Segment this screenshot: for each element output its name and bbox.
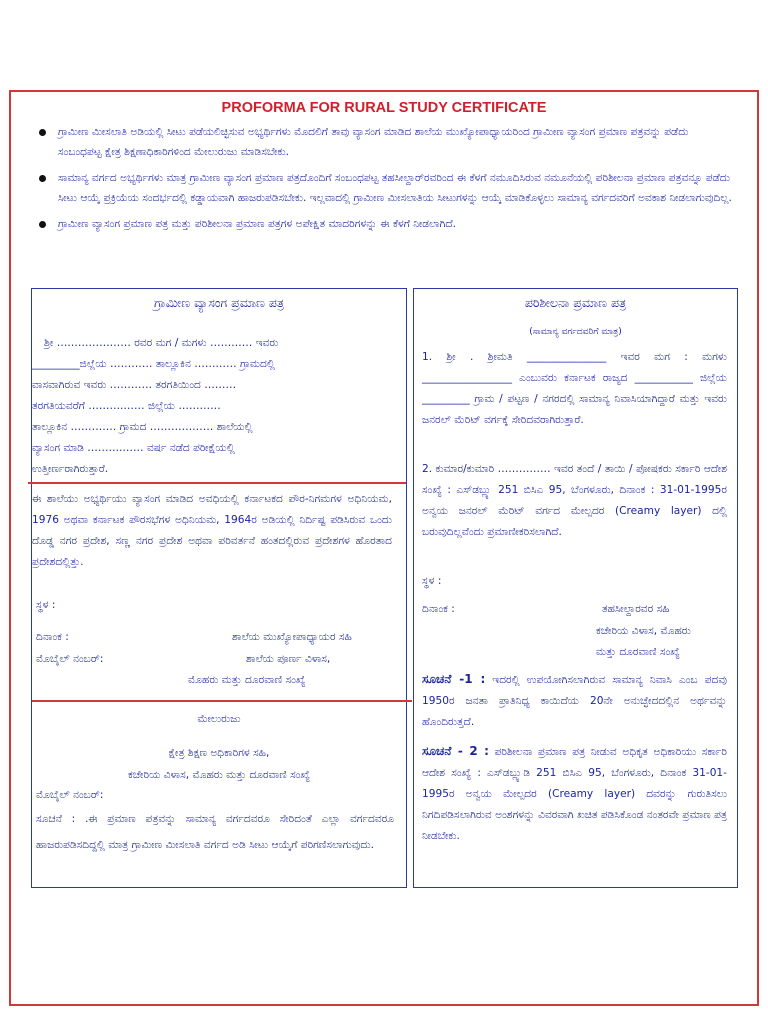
certificate-line: ತಾಲ್ಲೂಕಿನ …………. ಗ್ರಾಮದ ……………… ಶಾಲೆಯಲ್ಲಿ	[32, 421, 253, 433]
tahsildar-signature-label: ತಹಸೀಲ್ದಾರವರ ಸಹಿ	[602, 603, 670, 615]
date-label: ದಿನಾಂಕ :	[36, 631, 69, 643]
certificate-line: ವಾಸವಾಗಿರುವ ಇವರು ………… ತರಗತಿಯಿಂದ ………	[32, 379, 237, 391]
verification-note-1	[422, 669, 727, 733]
date-label: ದಿನಾಂಕ :	[422, 603, 455, 615]
left-note: ಸೂಚನೆ : .ಈ ಪ್ರಮಾಣ ಪತ್ರವನ್ನು ಸಾಮಾನ್ಯ ವರ್ಗದವರೂ ಸೇರಿದಂತೆ ಎಲ್ಲಾ ವರ್ಗದವರೂ ಹಾಜರುಪಡಿಸದಿದ್ದಲ್ಲಿ ಮಾತ್ರ ಗ್ರಾಮೀಣ ಮೀಸಲಾತಿ ವರ್ಗದ ಅಡಿ ಸೀಟು ಆಯ್ಕೆಗೆ ಪರಿಗಣಿಸಲಾಗುವುದು.	[36, 813, 394, 851]
verification-heading: ಪರಿಶೀಲನಾ ಪ್ರಮಾಣ ಪತ್ರ	[524, 295, 627, 310]
countersign-heading: ಮೇಲುರುಜು	[197, 713, 241, 725]
place-label: ಸ್ಥಳ :	[422, 575, 442, 587]
beo-office-label: ಕಚೇರಿಯ ವಿಳಾಸ, ಮೊಹರು ಮತ್ತು ದೂರವಾಣಿ ಸಂಖ್ಯೆ	[128, 769, 310, 781]
verification-para-1: 1. ಶ್ರೀ . ಶ್ರೀಮತಿ _______________ ಇವರ ಮಗ : ಮಗಳು _________________ ಎಂಬುವರು ಕರ್ನಾಟಕ ರಾಜ್ಯದ ___________ ಜಿಲ್ಲೆಯ _________ ಗ್ರಾಮ / ಪಟ್ಟಣ / ನಗರದಲ್ಲಿ ಸಾಮಾನ್ಯ ನಿವಾಸಿಯಾಗಿದ್ದಾರೆ ಮತ್ತು ಇವರು ಜನರಲ್ ಮೆರಿಟ್ ವರ್ಗಕ್ಕೆ ಸೇರಿದವರಾಗಿರುತ್ತಾರೆ.	[422, 351, 727, 426]
certificate-line: ಉತ್ತೀರ್ಣರಾಗಿರುತ್ತಾರೆ.	[32, 463, 109, 475]
verification-subheading: (ಸಾಮಾನ್ಯ ವರ್ಗದವರಿಗೆ ಮಾತ್ರ)	[529, 327, 622, 337]
verification-certificate-box	[413, 288, 738, 888]
rural-certificate-heading: ಗ್ರಾಮೀಣ ವ್ಯಾಸಂಗ ಪ್ರಮಾಣ ಪತ್ರ	[153, 295, 285, 310]
rural-study-certificate-box	[31, 288, 407, 888]
headmaster-signature-label: ಶಾಲೆಯ ಮುಖ್ಯೋಪಾಧ್ಯಾಯರ ಸಹಿ	[232, 631, 352, 643]
certificate-line: ಶ್ರೀ ………………… ರವರ ಮಗ / ಮಗಳು ………… ಇವರು	[44, 337, 279, 349]
seal-phone-label: ಮೊಹರು ಮತ್ತು ದೂರವಾಣಿ ಸಂಖ್ಯೆ	[188, 674, 306, 686]
instruction-item: ಗ್ರಾಮೀಣ ಮೀಸಲಾತಿ ಅಡಿಯಲ್ಲಿ ಸೀಟು ಪಡೆಯಲಿಚ್ಛಿಸುವ ಅಭ್ಯರ್ಥಿಗಳು ಮೊದಲಿಗೆ ತಾವು ವ್ಯಾಸಂಗ ಮಾಡಿದ ಶಾಲೆಯ ಮುಖ್ಯೋಪಾಧ್ಯಾಯರಿಂದ ಗ್ರಾಮೀಣ ವ್ಯಾಸಂಗ ಪ್ರಮಾಣ ಪತ್ರವನ್ನು ಪಡೆದು ಸಂಬಂಧಪಟ್ಟ ಕ್ಷೇತ್ರ ಶಿಕ್ಷಣಾಧಿಕಾರಿಗಳಿಂದ ಮೇಲುರುಜು ಮಾಡಿಸಬೇಕು.	[30, 122, 735, 162]
page-title: PROFORMA FOR RURAL STUDY CERTIFICATE	[221, 100, 547, 116]
note-2-label: ಸೂಚನೆ - 2 :	[422, 744, 489, 758]
school-declaration: ಈ ಶಾಲೆಯು ಅಭ್ಯರ್ಥಿಯು ವ್ಯಾಸಂಗ ಮಾಡಿದ ಅವಧಿಯಲ್ಲಿ ಕರ್ನಾಟಕದ ಪೌರ-ನಿಗಮಗಳ ಅಧಿನಿಯಮ, 1976 ಅಥವಾ ಕರ್ನಾಟಕ ಪೌರಸಭೆಗಳ ಅಧಿನಿಯಮ, 1964ರ ಅಡಿಯಲ್ಲಿ ನಿರ್ದಿಷ್ಟ ಪಡಿಸಿರುವ ಒಂದು ದೊಡ್ಡ ನಗರ ಪ್ರದೇಶ, ಸಣ್ಣ ನಗರ ಪ್ರದೇಶ ಅಥವಾ ಪರಿವರ್ತನೆ ಹಂತದಲ್ಲಿರುವ ಪ್ರದೇಶಗಳ ಹೊರತಾದ ಪ್ರದೇಶದಲ್ಲಿತ್ತು.	[32, 493, 392, 568]
phone-label: ಮತ್ತು ದೂರವಾಣಿ ಸಂಖ್ಯೆ	[596, 646, 680, 658]
verification-note-2	[422, 741, 727, 847]
beo-mobile-label: ಮೊಬೈಲ್ ನಂಬರ್:	[36, 789, 104, 801]
instruction-item: ಸಾಮಾನ್ಯ ವರ್ಗದ ಅಭ್ಯರ್ಥಿಗಳು ಮಾತ್ರ ಗ್ರಾಮೀಣ ವ್ಯಾಸಂಗ ಪ್ರಮಾಣ ಪತ್ರದೊಂದಿಗೆ ಸಂಬಂಧಪಟ್ಟ ತಹಸೀಲ್ದಾರ್‌ರವರಿಂದ ಈ ಕೆಳಗೆ ನಮೂದಿಸಿರುವ ನಮೂನೆಯಲ್ಲಿ ಪರಿಶೀಲನಾ ಪ್ರಮಾಣ ಪತ್ರವನ್ನೂ ಪಡೆದು ಸೀಟು ಆಯ್ಕೆ ಪ್ರಕ್ರಿಯೆಯ ಸಂದರ್ಭದಲ್ಲಿ ಕಡ್ಡಾಯವಾಗಿ ಹಾಜರುಪಡಿಸಬೇಕು. ಇಲ್ಲವಾದಲ್ಲಿ ಗ್ರಾಮೀಣ ಮೀಸಲಾತಿಯ ಸೀಟುಗಳನ್ನು ಆಯ್ಕೆ ಮಾಡಿಕೊಳ್ಳಲು ಸಾಮಾನ್ಯ ವರ್ಗದವರಿಗೆ ಅವಕಾಶ ನೀಡಲಾಗುವುದಿಲ್ಲ.	[30, 168, 735, 208]
certificate-line: _________ಜಿಲ್ಲೆಯ ………… ತಾಲ್ಲೂಕಿನ ………… ಗ್ರಾಮದಲ್ಲಿ	[32, 358, 275, 370]
note-1-label: ಸೂಚನೆ -1 :	[422, 672, 486, 686]
place-label: ಸ್ಥಳ :	[36, 599, 56, 611]
note-2-text: ಪರಿಶೀಲನಾ ಪ್ರಮಾಣ ಪತ್ರ ನೀಡುವ ಅಧಿಕೃತ ಅಧಿಕಾರಿಯು ಸರ್ಕಾರಿ ಆದೇಶ ಸಂಖ್ಯೆ : ಎಸ್‌ಡಬ್ಲ್ಯುಡಿ 251 ಬಿಸಿಎ 95, ಬೆಂಗಳೂರು, ದಿನಾಂಕ 31-01-1995ರ ಅನ್ವಯ ಮೇಲ್ಪದರ (Creamy layer) ದವರನ್ನು ಗುರುತಿಸಲು ನಿಗದಿಪಡಿಸಲಾಗಿರುವ ಅಂಶಗಳನ್ನು ವಿವರವಾಗಿ ಖಚಿತ ಪಡಿಸಿಕೊಂಡ ನಂತರವೇ ಪ್ರಮಾಣ ಪತ್ರ ನೀಡಬೇಕು.	[422, 746, 727, 842]
certificate-line: ತರಗತಿಯವರೆಗೆ ……….…… ಜಿಲ್ಲೆಯ …………	[32, 400, 221, 412]
note-1-text: ಇದರಲ್ಲಿ ಉಪಯೋಗಿಸಲಾಗಿರುವ ಸಾಮಾನ್ಯ ನಿವಾಸಿ ಎಂಬ ಪದವು 1950ರ ಜನತಾ ಪ್ರಾತಿನಿಧ್ಯ ಕಾಯಿದೆಯ 20ನೇ ಅನುಚ್ಛೇದದಲ್ಲಿನ ಅರ್ಥವನ್ನು ಹೊಂದಿರುತ್ತದೆ.	[422, 674, 727, 728]
mobile-number-label: ಮೊಬೈಲ್ ನಂಬರ್:	[36, 653, 104, 665]
instruction-item: ಗ್ರಾಮೀಣ ವ್ಯಾಸಂಗ ಪ್ರಮಾಣ ಪತ್ರ ಮತ್ತು ಪರಿಶೀಲನಾ ಪ್ರಮಾಣ ಪತ್ರಗಳ ಅಪೇಕ್ಷಿತ ಮಾದರಿಗಳನ್ನು ಈ ಕೆಳಗೆ ನೀಡಲಾಗಿದೆ.	[30, 214, 735, 234]
office-seal-label: ಕಚೇರಿಯ ವಿಳಾಸ, ಮೊಹರು	[596, 625, 691, 637]
verification-para-2: 2. ಕುಮಾರ/ಕುಮಾರಿ …………… ಇವರ ತಂದೆ / ತಾಯಿ / ಪೋಷಕರು ಸರ್ಕಾರಿ ಆದೇಶ ಸಂಖ್ಯೆ : ಎಸ್‌ಡಬ್ಲ್ಯು 251 ಬಿಸಿಎ 95, ಬೆಂಗಳೂರು, ದಿನಾಂಕ : 31-01-1995ರ ಅನ್ವಯ ಜನರಲ್ ಮೆರಿಟ್ ವರ್ಗದ ಮೇಲ್ಪದರ (Creamy layer) ದಲ್ಲಿ ಬರುವುದಿಲ್ಲವೆಂದು ಪ್ರಮಾಣೀಕರಿಸಲಾಗಿದೆ.	[422, 463, 727, 538]
instruction-list	[30, 122, 735, 240]
school-address-label: ಶಾಲೆಯ ಪೂರ್ಣ ವಿಳಾಸ,	[246, 653, 331, 665]
beo-signature-label: ಕ್ಷೇತ್ರ ಶಿಕ್ಷಣ ಅಧಿಕಾರಿಗಳ ಸಹಿ,	[168, 747, 270, 759]
red-separator	[28, 482, 406, 484]
red-separator	[32, 700, 412, 702]
certificate-line: ವ್ಯಾಸಂಗ ಮಾಡಿ ……….…… ವರ್ಷ ನಡೆದ ಪರೀಕ್ಷೆಯಲ್ಲಿ	[32, 442, 235, 454]
